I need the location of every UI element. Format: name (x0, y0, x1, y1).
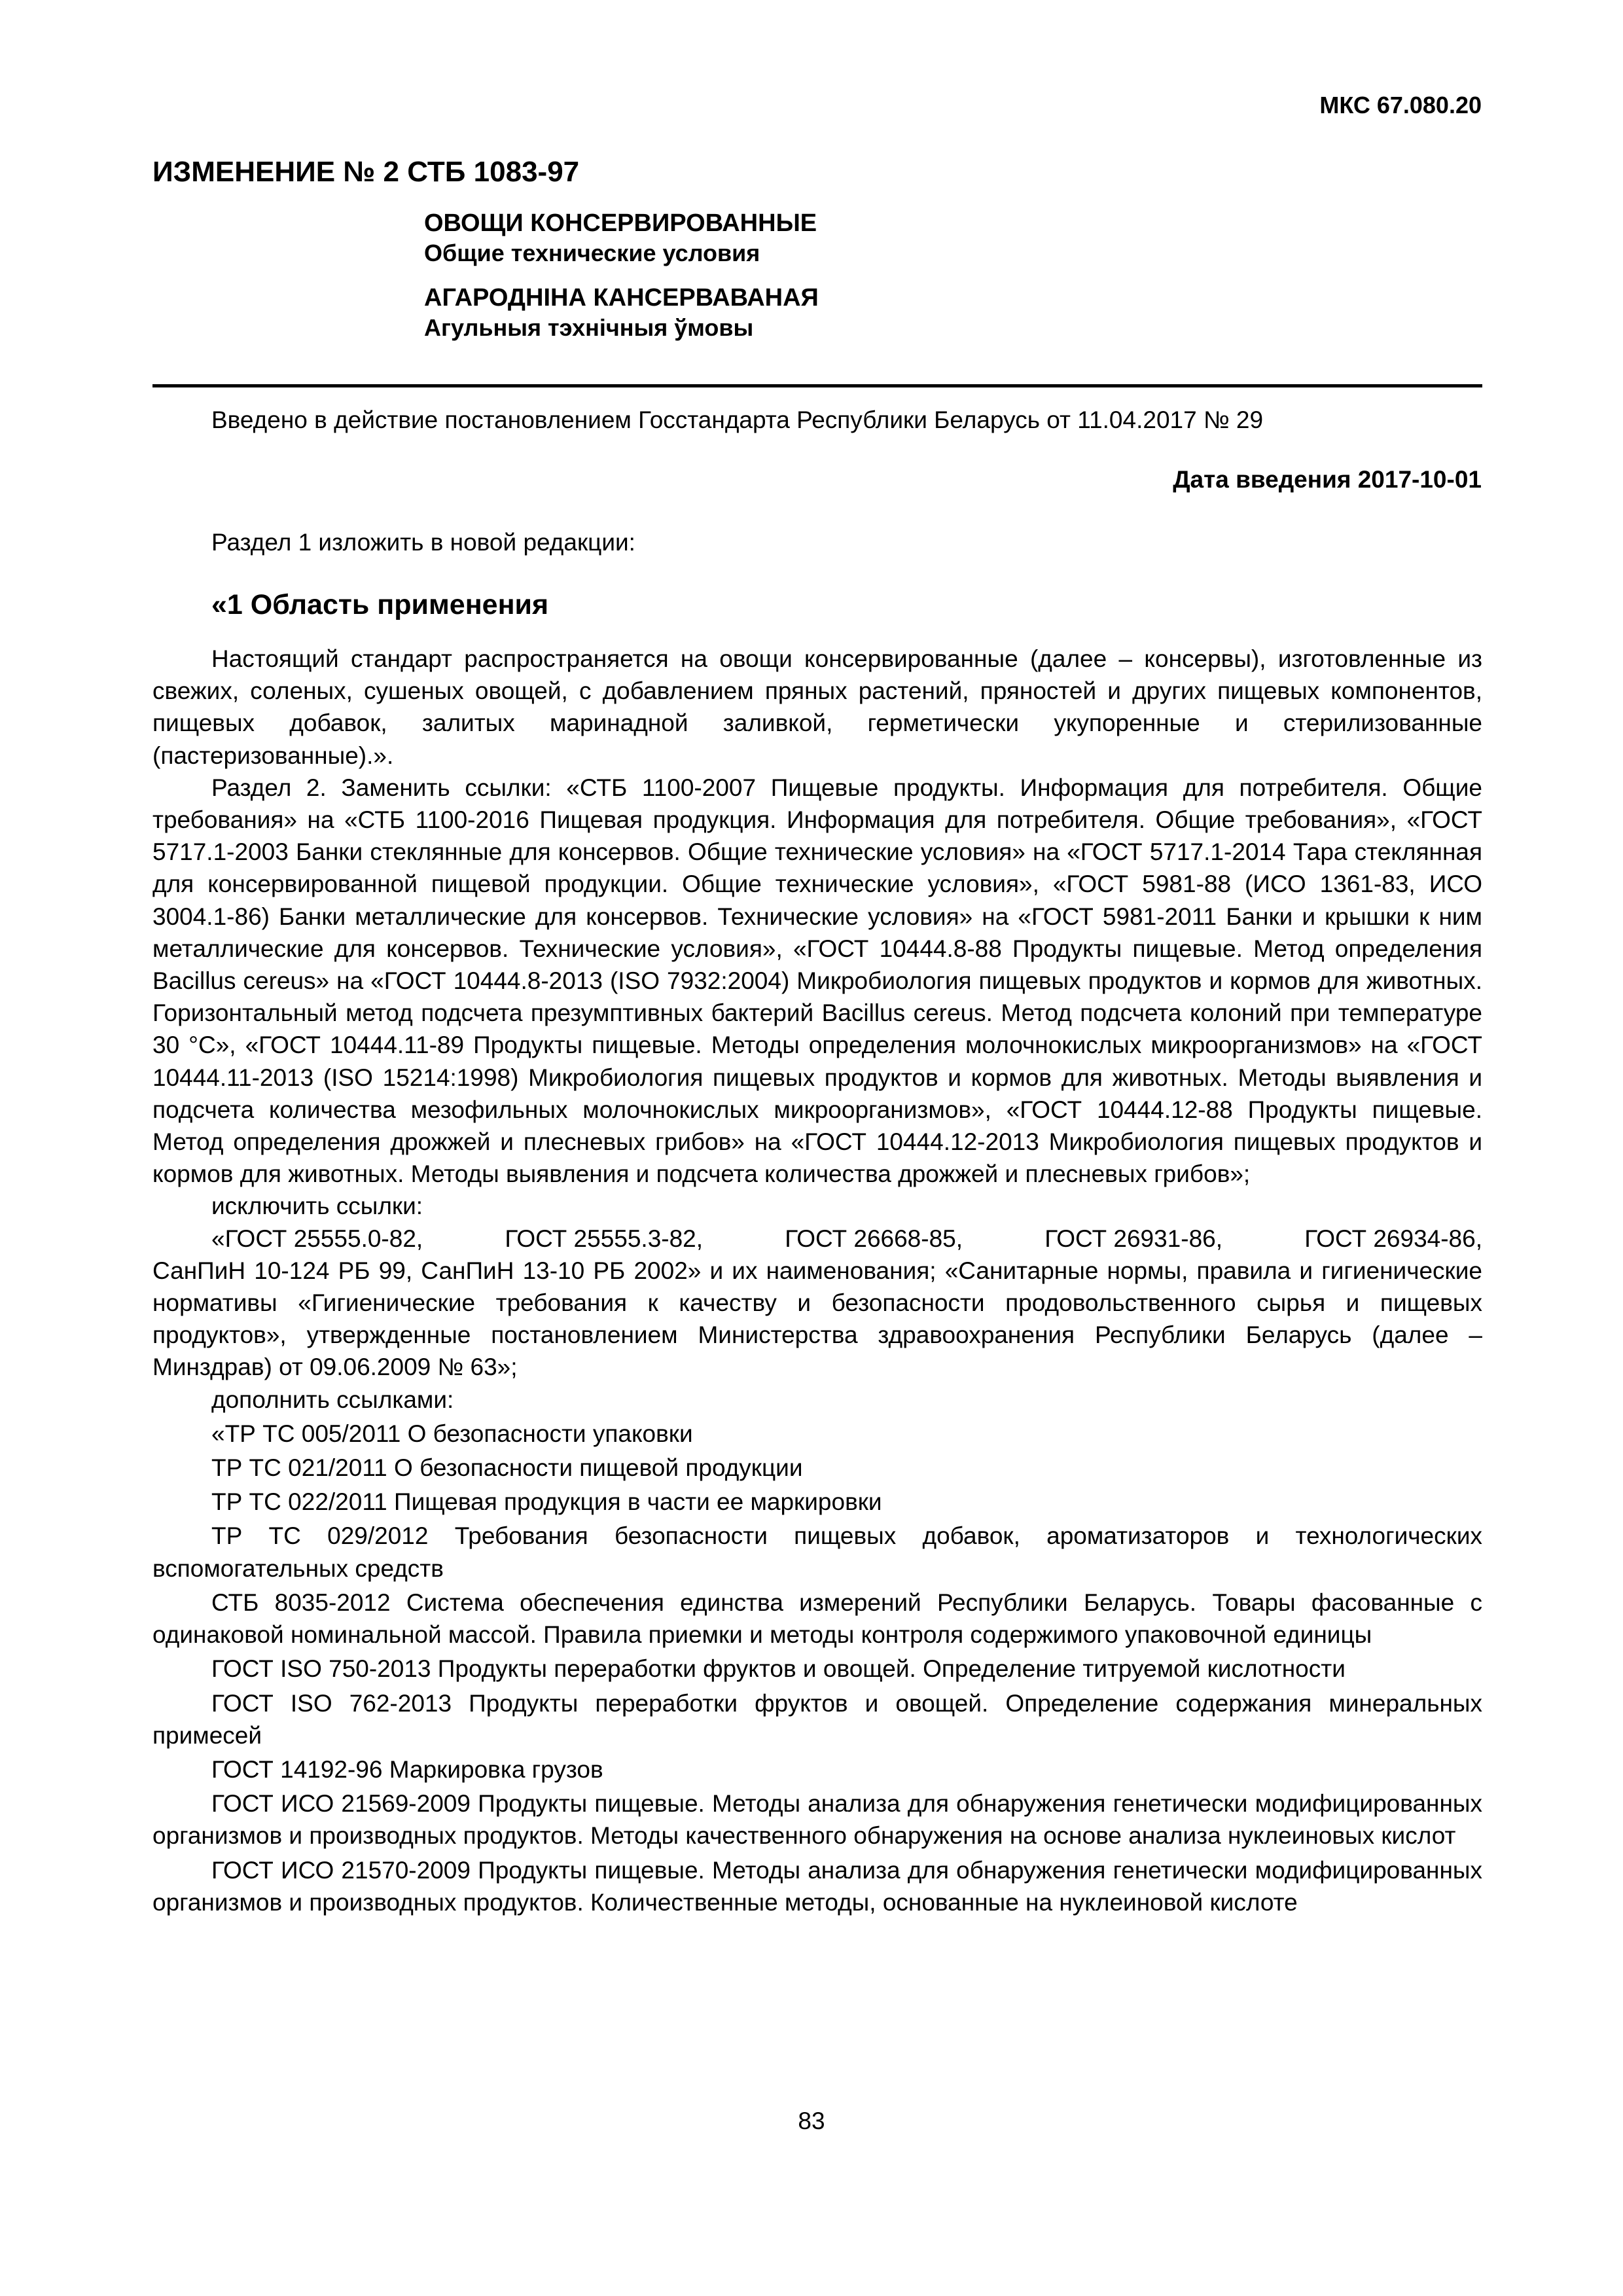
ref-tr-ts-022: ТР ТС 022/2011 Пищевая продукция в части ее маркировки (211, 1488, 882, 1516)
title-ru: ОВОЩИ КОНСЕРВИРОВАННЫЕ (424, 209, 817, 237)
amendment-title: ИЗМЕНЕНИЕ № 2 СТБ 1083-97 (152, 156, 580, 188)
ref-gost-iso-21569: ГОСТ ИСО 21569-2009 Продукты пищевые. Методы анализа для обнаружения генетически модифицированных организмов и производных продуктов. Методы качественного обнаружения на основе анализа нуклеиновых кислот (152, 1790, 1482, 1850)
ref-item: ГОСТ 25555.3-82, (505, 1225, 704, 1252)
title-by: АГАРОДНІНА КАНСЕРВАВАНАЯ (424, 284, 819, 312)
ref-item: ГОСТ 26668-85, (785, 1225, 963, 1252)
ref-gost-iso-750: ГОСТ ISO 750-2013 Продукты переработки фруктов и овощей. Определение титруемой кислотности (211, 1655, 1346, 1683)
ref-item: ГОСТ 26931-86, (1044, 1225, 1223, 1252)
excluded-refs-row (152, 1223, 1482, 1255)
subtitle-by: Агульныя тэхнічныя ўмовы (424, 314, 754, 341)
ref-tr-ts-029: ТР ТС 029/2012 Требования безопасности пищевых добавок, ароматизаторов и технологических вспомогательных средств (152, 1522, 1482, 1582)
horizontal-divider (152, 384, 1482, 387)
ref-item: «ГОСТ 25555.0-82, (211, 1225, 423, 1252)
paragraph-excluded-names: СанПиН 10-124 РБ 99, СанПиН 13-10 РБ 2002» и их наименования; «Санитарные нормы, правила и гигиенические нормативы «Гигиенические требования к качеству и безопасности продовольственного сырья и пищевых продуктов», утвержденные постановлением Министерства здравоохранения Республики Беларусь (далее – Минздрав) от 09.06.2009 № 63»; (152, 1257, 1482, 1381)
ref-tr-ts-021: ТР ТС 021/2011 О безопасности пищевой продукции (211, 1454, 803, 1482)
ref-item: ГОСТ 26934-86, (1304, 1225, 1482, 1252)
intro-text: Введено в действие постановлением Госстандарта Республики Беларусь от 11.04.2017 № 29 (211, 406, 1264, 433)
body-text (152, 643, 1482, 1918)
section1-instruction: Раздел 1 изложить в новой редакции: (211, 529, 635, 556)
subtitle-ru: Общие технические условия (424, 240, 760, 266)
ref-gost-iso-21570: ГОСТ ИСО 21570-2009 Продукты пищевые. Методы анализа для обнаружения генетически модифицированных организмов и производных продуктов. Количественные методы, основанные на нуклеиновой кислоте (152, 1856, 1482, 1916)
paragraph-section2: Раздел 2. Заменить ссылки: «СТБ 1100-2007 Пищевые продукты. Информация для потребителя. Общие требования» на «СТБ 1100-2016 Пищевая продукция. Информация для потребителя. Общие требования», «ГОСТ 5717.1-2003 Банки стеклянные для консервов. Общие технические условия» на «ГОСТ 5717.1-2014 Тара стеклянная для консервированной пищевой продукции. Общие технические условия», «ГОСТ 5981-88 (ИСО 1361-83, ИСО 3004.1-86) Банки металлические для консервов. Технические условия» на «ГОСТ 5981-2011 Банки и крышки к ним металлические для консервов. Технические условия», «ГОСТ 10444.8-88 Продукты пищевые. Метод определения Bacillus cereus» на «ГОСТ 10444.8-2013 (ISO 7932:2004) Микробиология пищевых продуктов и кормов для животных. Горизонтальный метод подсчета презумптивных бактерий Bacillus cereus. Метод подсчета колоний при температуре 30 °С», «ГОСТ 10444.11-89 Продукты пищевые. Методы определения молочнокислых микроорганизмов» на «ГОСТ 10444.11-2013 (ISO 15214:1998) Микробиология пищевых продуктов и кормов для животных. Методы выявления и подсчета количества мезофильных молочнокислых микроорганизмов», «ГОСТ 10444.12-88 Продукты пищевые. Метод определения дрожжей и плесневых грибов» на «ГОСТ 10444.12-2013 Микробиология пищевых продуктов и кормов для животных. Методы выявления и подсчета количества дрожжей и плесневых грибов»; (152, 774, 1482, 1188)
mks-code: МКС 67.080.20 (1319, 92, 1482, 118)
paragraph-scope: Настоящий стандарт распространяется на овощи консервированные (далее – консервы), изготовленные из свежих, соленых, сушеных овощей, с добавлением пряных растений, пряностей и других пищевых компонентов, пищевых добавок, залитых маринадной заливкой, герметически укупоренные и стерилизованные (пастеризованные).». (152, 645, 1482, 769)
standard-titles (424, 208, 819, 343)
ref-stb-8035: СТБ 8035-2012 Система обеспечения единства измерений Республики Беларусь. Товары фасованные с одинаковой номинальной массой. Правила приемки и методы контроля содержимого упаковочной единицы (152, 1588, 1482, 1649)
ref-gost-iso-762: ГОСТ ISO 762-2013 Продукты переработки фруктов и овощей. Определение содержания минеральных примесей (152, 1689, 1482, 1749)
paragraph-exclude: исключить ссылки: (211, 1193, 423, 1220)
scope-heading: «1 Область применения (211, 589, 549, 620)
paragraph-add: дополнить ссылками: (211, 1386, 454, 1413)
ref-tr-ts-005: «ТР ТС 005/2011 О безопасности упаковки (211, 1420, 693, 1447)
ref-gost-14192: ГОСТ 14192-96 Маркировка грузов (211, 1755, 603, 1783)
introduction-date: Дата введения 2017-10-01 (1173, 466, 1482, 493)
page-number: 83 (798, 2108, 825, 2134)
